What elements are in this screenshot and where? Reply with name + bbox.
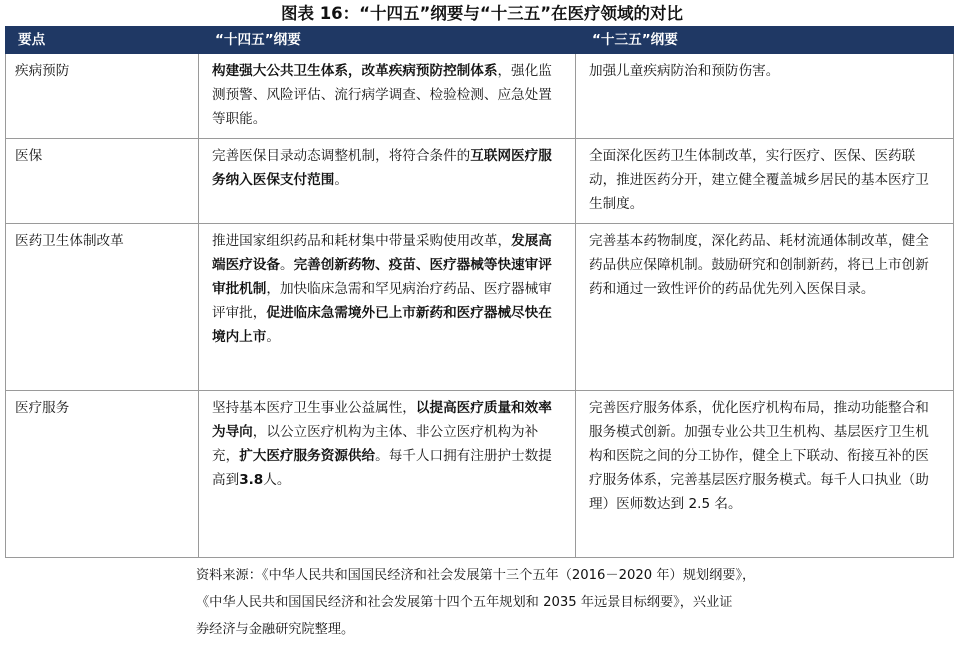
source-line-3: 券经济与金融研究院整理。 bbox=[196, 622, 355, 637]
row-topic-cell: 医疗服务 bbox=[6, 391, 199, 558]
13th-plan-cell bbox=[576, 139, 954, 224]
14th-plan-cell bbox=[199, 391, 576, 558]
text-segment: 完善基本药物制度，深化药品、耗材流通体制改革，健全药品供应保障机制。鼓励研究和创制新药，将已上市创新药和通过一致性评价的药品优先列入医保目录。 bbox=[589, 233, 929, 297]
13th-plan-cell bbox=[576, 391, 954, 558]
text-segment: 。 bbox=[334, 172, 348, 188]
text-segment: 完善医保目录动态调整机制，将符合条件的 bbox=[212, 148, 471, 164]
source-note bbox=[196, 562, 936, 643]
bold-text-segment: 扩大医疗服务资源供给 bbox=[239, 448, 376, 464]
bold-text-segment: 促进临床急需境外已上市新药和医疗器械尽快在境内上市 bbox=[212, 305, 552, 345]
table-header bbox=[6, 27, 954, 54]
text-segment: 推进国家组织药品和耗材集中带量采购使用改革， bbox=[212, 233, 512, 249]
text-segment: 加强儿童疾病防治和预防伤害。 bbox=[589, 63, 780, 79]
row-topic-cell: 疾病预防 bbox=[6, 54, 199, 139]
table-row bbox=[6, 139, 954, 224]
bold-text-segment: 互联网医疗服务纳入医保支付范围 bbox=[212, 148, 552, 188]
text-segment: 坚持基本医疗卫生事业公益属性， bbox=[212, 400, 416, 416]
text-segment: 人。 bbox=[263, 472, 291, 488]
14th-plan-cell bbox=[199, 224, 576, 391]
bold-text-segment: 完善创新药物、疫苗、医疗器械等快速审评审批机制 bbox=[212, 257, 552, 297]
header-14th-plan: “十四五”纲要 bbox=[199, 27, 576, 54]
bold-text-segment: 构建强大公共卫生体系，改革疾病预防控制体系 bbox=[212, 63, 498, 79]
row-topic-cell: 医药卫生体制改革 bbox=[6, 224, 199, 391]
bold-text-segment: 以提高医疗质量和效率为导向 bbox=[212, 400, 552, 440]
source-line-2: 《中华人民共和国国民经济和社会发展第十四个五年规划和 2035 年远景目标纲要》，兴业证 bbox=[196, 595, 733, 610]
table-row bbox=[6, 224, 954, 391]
source-line-1: 资料来源：《中华人民共和国国民经济和社会发展第十三个五年（2016－2020 年）规划纲要》， bbox=[196, 568, 756, 583]
text-segment: ，加快临床急需和罕见病治疗药品、医疗器械审评审批， bbox=[212, 281, 552, 321]
text-segment: 。 bbox=[279, 257, 294, 273]
figure-title: 图表 16：“十四五”纲要与“十三五”在医疗领域的对比 bbox=[280, 4, 684, 23]
text-segment: 完善医疗服务体系，优化医疗机构布局，推动功能整合和服务模式创新。加强专业公共卫生机构、基层医疗卫生机构和医院之间的分工协作，健全上下联动、衔接互补的医疗服务体系，完善基层医疗服务模式。每千人口执业（助理）医师数达到 2.5 名。 bbox=[589, 400, 929, 512]
header-key-points: 要点 bbox=[6, 27, 199, 54]
text-segment: 。 bbox=[266, 329, 280, 345]
table-body bbox=[6, 54, 954, 558]
text-segment: ，以公立医疗机构为主体、非公立医疗机构为补充， bbox=[212, 424, 539, 464]
14th-plan-cell bbox=[199, 54, 576, 139]
13th-plan-cell bbox=[576, 54, 954, 139]
13th-plan-cell bbox=[576, 224, 954, 391]
table-row bbox=[6, 54, 954, 139]
text-segment: ，强化监测预警、风险评估、流行病学调查、检验检测、应急处置等职能。 bbox=[212, 63, 552, 127]
14th-plan-cell bbox=[199, 139, 576, 224]
row-topic-cell: 医保 bbox=[6, 139, 199, 224]
bold-text-segment: 3.8 bbox=[239, 472, 264, 488]
header-13th-plan: “十三五”纲要 bbox=[576, 27, 954, 54]
comparison-table bbox=[5, 26, 954, 558]
table-row bbox=[6, 391, 954, 558]
bold-text-segment: 发展高端医疗设备 bbox=[212, 233, 552, 273]
text-segment: 。每千人口拥有注册护士数提高到 bbox=[212, 448, 552, 488]
text-segment: 全面深化医药卫生体制改革，实行医疗、医保、医药联动，推进医药分开，建立健全覆盖城乡居民的基本医疗卫生制度。 bbox=[589, 148, 929, 212]
header-row bbox=[6, 27, 954, 54]
